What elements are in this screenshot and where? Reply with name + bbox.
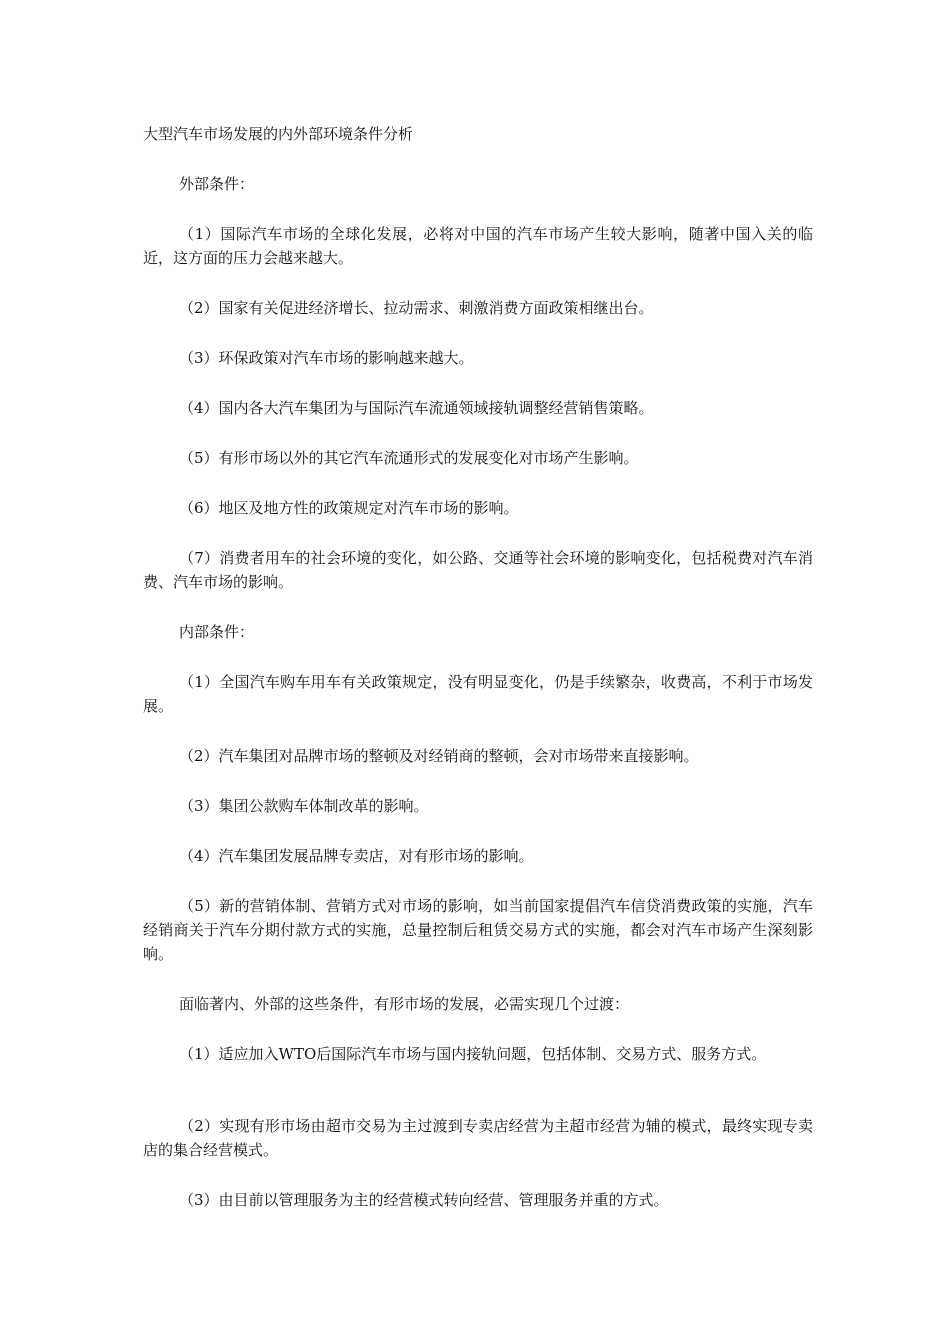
- internal-item-5: （5）新的营销体制、营销方式对市场的影响，如当前国家提倡汽车信贷消费政策的实施，汽车经销商关于汽车分期付款方式的实施，总量控制后租赁交易方式的实施，都会对汽车市场产生深刻影响。: [143, 897, 813, 963]
- external-item-4: （4）国内各大汽车集团为与国际汽车流通领域接轨调整经营销售策略。: [179, 399, 654, 417]
- external-item-6: （6）地区及地方性的政策规定对汽车市场的影响。: [179, 499, 519, 517]
- external-item-3: （3）环保政策对汽车市场的影响越来越大。: [179, 349, 474, 367]
- external-item-1: （1）国际汽车市场的全球化发展，必将对中国的汽车市场产生较大影响，随著中国入关的临近，这方面的压力会越来越大。: [143, 225, 813, 267]
- transition-item-1: （1）适应加入WTO后国际汽车市场与国内接轨问题，包括体制、交易方式、服务方式。: [179, 1045, 767, 1063]
- internal-item-4: （4）汽车集团发展品牌专卖店，对有形市场的影响。: [179, 847, 534, 865]
- external-heading: 外部条件：: [179, 175, 255, 193]
- internal-item-2: （2）汽车集团对品牌市场的整顿及对经销商的整顿，会对市场带来直接影响。: [179, 747, 699, 765]
- internal-item-1: （1）全国汽车购车用车有关政策规定，没有明显变化，仍是手续繁杂，收费高，不利于市场发展。: [143, 673, 813, 715]
- external-item-7: （7）消费者用车的社会环境的变化，如公路、交通等社会环境的影响变化，包括税费对汽车消费、汽车市场的影响。: [143, 549, 813, 591]
- transition-item-3: （3）由目前以管理服务为主的经营模式转向经营、管理服务并重的方式。: [179, 1191, 669, 1209]
- transition-heading: 面临著内、外部的这些条件，有形市场的发展，必需实现几个过渡：: [179, 995, 630, 1013]
- document-title: 大型汽车市场发展的内外部环境条件分析: [143, 125, 414, 143]
- internal-item-3: （3）集团公款购车体制改革的影响。: [179, 797, 429, 815]
- transition-item-2: （2）实现有形市场由超市交易为主过渡到专卖店经营为主超市经营为辅的模式，最终实现专卖店的集合经营模式。: [143, 1117, 813, 1159]
- document-page: [143, 122, 813, 1238]
- external-item-2: （2）国家有关促进经济增长、拉动需求、刺激消费方面政策相继出台。: [179, 299, 654, 317]
- external-item-5: （5）有形市场以外的其它汽车流通形式的发展变化对市场产生影响。: [179, 449, 639, 467]
- internal-heading: 内部条件：: [179, 623, 255, 641]
